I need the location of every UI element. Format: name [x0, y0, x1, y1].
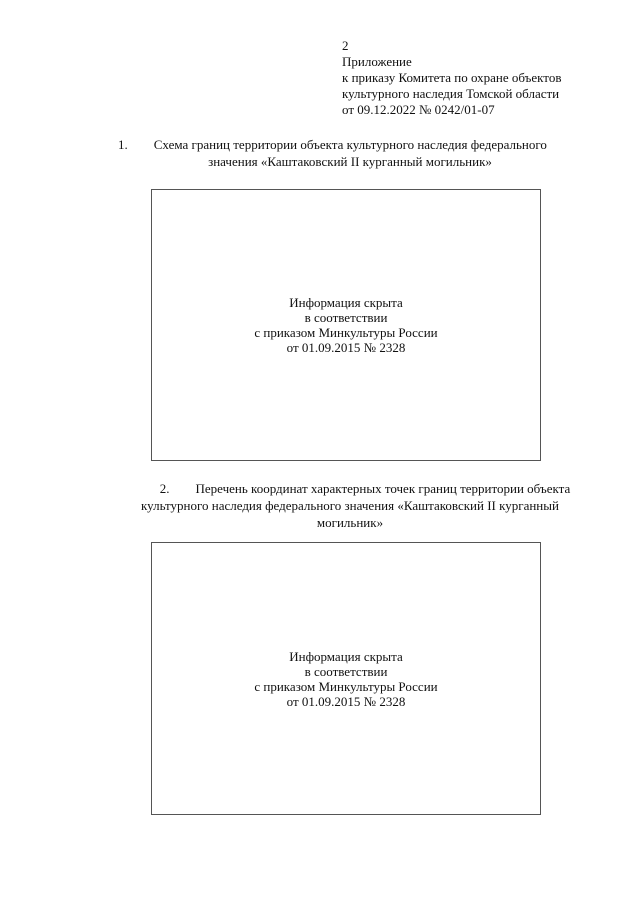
- coordinates-list-placeholder: [151, 542, 541, 815]
- hidden-notice-line-1: Информация скрыта: [289, 295, 403, 310]
- hidden-info-notice: [254, 295, 437, 355]
- hidden-notice-line-4: от 01.09.2015 № 2328: [286, 340, 406, 355]
- section-1-number: 1.: [118, 137, 128, 152]
- hidden-notice-line-3: с приказом Минкультуры России: [254, 325, 438, 340]
- order-date-number: от 09.12.2022 № 0242/01-07: [342, 102, 495, 117]
- hidden-notice-line-1: Информация скрыта: [289, 648, 403, 664]
- section-2-title-line-3: могильник»: [316, 515, 384, 530]
- section-2-title-line-1: Перечень координат характерных точек границ территории объекта: [195, 481, 571, 496]
- hidden-notice-line-2: в соответствии: [304, 310, 388, 325]
- hidden-notice-line-3: с приказом Минкультуры России: [254, 678, 438, 694]
- section-2-title: [100, 480, 600, 531]
- hidden-notice-line-2: в соответствии: [304, 663, 388, 679]
- hidden-info-notice: [254, 649, 437, 709]
- boundary-scheme-placeholder: [151, 189, 541, 461]
- section-2-number: 2.: [159, 481, 170, 496]
- page-number: 2: [342, 38, 349, 53]
- hidden-notice-line-4: от 01.09.2015 № 2328: [286, 693, 406, 709]
- committee-name: культурного наследия Томской области: [342, 86, 560, 101]
- appendix-label: Приложение: [342, 54, 412, 69]
- section-1-title-line-2: значения «Каштаковский II курганный могильник»: [208, 154, 492, 169]
- section-1-title-line-1: Схема границ территории объекта культурного наследия федерального: [153, 137, 547, 152]
- section-2-title-line-2: культурного наследия федерального значения «Каштаковский II курганный: [141, 498, 559, 513]
- section-1-title: [100, 136, 600, 170]
- appendix-header: [342, 38, 561, 118]
- order-reference: к приказу Комитета по охране объектов: [342, 70, 562, 85]
